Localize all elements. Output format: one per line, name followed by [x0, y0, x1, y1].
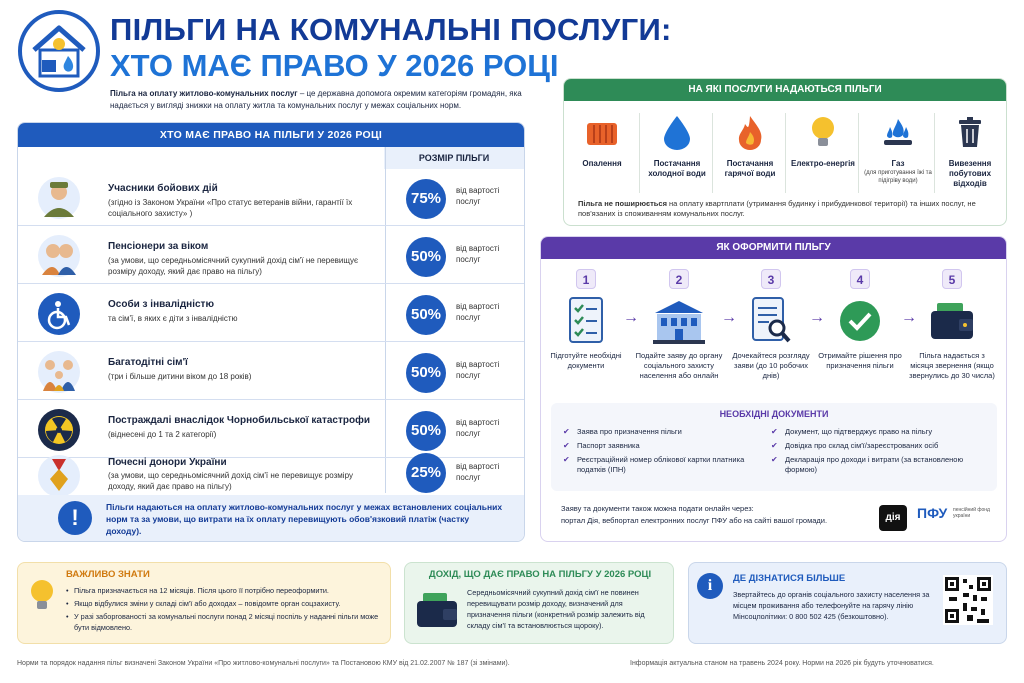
- category-row: [18, 459, 525, 495]
- step-item: [541, 269, 631, 371]
- lightbulb-icon: [28, 577, 56, 620]
- step-text: Дочекайтеся розгляду заяви (до 10 робочих днів): [732, 351, 810, 380]
- more-info-box: [688, 562, 1007, 644]
- percent-badge: 50%: [406, 237, 446, 277]
- category-row: [18, 169, 525, 226]
- flame-icon: [714, 113, 786, 151]
- step-number: 1: [576, 269, 596, 289]
- docs-heading: НЕОБХІДНІ ДОКУМЕНТИ: [719, 409, 829, 419]
- important-heading: ВАЖЛИВО ЗНАТИ: [66, 569, 150, 580]
- category-sub: (віднесені до 1 та 2 категорії): [108, 430, 217, 439]
- services-heading: НА ЯКІ ПОСЛУГИ НАДАЮТЬСЯ ПІЛЬГИ: [564, 79, 1006, 101]
- category-title: Постраждалі внаслідок Чорнобильської катастрофи: [108, 415, 370, 426]
- wallet-icon: [907, 295, 997, 347]
- step-text: Отримайте рішення про призначення пільги: [818, 351, 902, 370]
- service-label: Газ: [891, 159, 905, 168]
- important-item: • У разі заборгованості за комунальні послуги понад 2 місяці поспіль у наданні пільги може бути відмовлено.: [66, 611, 384, 633]
- services-note: [578, 199, 998, 219]
- intro-text: [110, 88, 560, 112]
- step-item: [815, 269, 905, 371]
- income-box: [404, 562, 674, 644]
- service-item: [641, 113, 713, 179]
- house-utilities-logo-icon: [18, 10, 100, 92]
- docs-left-list: [563, 427, 763, 479]
- percent-badge: 25%: [406, 453, 446, 493]
- document-search-icon: [726, 295, 816, 347]
- service-item: [934, 113, 1006, 189]
- page-title: ПІЛЬГИ НА КОМУНАЛЬНІ ПОСЛУГИ:: [110, 12, 672, 47]
- doc-item: ✔ Документ, що підтверджує право на пільгу: [771, 427, 991, 437]
- step-item: [726, 269, 816, 381]
- footer-left: Норми та порядок надання пільг визначені Законом України «Про житлово-комунальні послуги» та Постановою КМУ від 21.02.2007 № 187 (зі змінами).: [17, 660, 510, 667]
- category-sub: (згідно із Законом України «Про статус ветеранів війни, гарантії їх соціального захисту» ): [108, 198, 353, 218]
- page-subtitle: ХТО МАЄ ПРАВО У 2026 РОЦІ: [110, 48, 559, 83]
- category-sub: та сім'ї, в яких є діти з інвалідністю: [108, 314, 238, 323]
- category-title: Пенсіонери за віком: [108, 241, 209, 252]
- service-label: Постачання гарячої води: [724, 159, 776, 178]
- income-heading: ДОХІД, ЩО ДАЄ ПРАВО НА ПІЛЬГУ У 2026 РОЦІ: [428, 569, 652, 580]
- percent-badge: 50%: [406, 411, 446, 451]
- qr-code[interactable]: [943, 575, 993, 630]
- category-title: Учасники бойових дій: [108, 183, 218, 194]
- important-item: • Пільга призначається на 12 місяців. Після цього її потрібно переоформити.: [66, 585, 384, 596]
- service-small: (для приготування їжі та підігріву води): [864, 170, 932, 184]
- water-drop-icon: [641, 113, 713, 151]
- step-item: [634, 269, 724, 381]
- family-icon: [38, 351, 80, 393]
- arrow-right-icon: →: [623, 309, 639, 326]
- service-item: [856, 113, 940, 185]
- size-heading: РОЗМІР ПІЛЬГИ: [384, 147, 524, 169]
- percent-desc: від вартості послуг: [456, 302, 500, 322]
- required-docs: [551, 403, 997, 491]
- percent-desc: від вартості послуг: [456, 418, 500, 438]
- more-heading: ДЕ ДІЗНАТИСЯ БІЛЬШЕ: [733, 573, 846, 584]
- service-item: [714, 113, 786, 179]
- step-text: Пільга надається з місяця звернення (якщо звернулись до 30 числа): [909, 351, 995, 380]
- trash-bin-icon: [934, 113, 1006, 151]
- donor-medal-icon: [38, 455, 80, 497]
- percent-badge: 75%: [406, 179, 446, 219]
- radiator-icon: [566, 113, 638, 151]
- footer-right: Інформація актуальна станом на травень 2024 року. Норми на 2026 рік будуть уточнюватися.: [630, 660, 934, 667]
- important-box: [17, 562, 391, 644]
- intro-rest: – це державна допомога окремим категоріям громадян, яка надається у вигляді знижки на оплату житла та комунальних послуг у межах соціальних норм.: [110, 89, 522, 110]
- intro-bold: Пільга на оплату житлово-комунальних послуг: [110, 89, 298, 98]
- percent-desc: від вартості послуг: [456, 186, 500, 206]
- arrow-right-icon: →: [809, 309, 825, 326]
- category-row: [18, 227, 525, 284]
- doc-item: ✔ Заява про призначення пільги: [563, 427, 763, 437]
- online-text: [561, 503, 861, 527]
- category-title: Почесні донори України: [108, 457, 227, 468]
- step-item: [907, 269, 997, 381]
- category-sub: (за умови, що середньомісячний дохід сім'ї не перевищує розміру доходу, який дає право на пільгу): [108, 471, 353, 491]
- category-row: [18, 343, 525, 400]
- service-divider: [639, 113, 640, 193]
- online-submit: [551, 499, 997, 537]
- percent-badge: 50%: [406, 295, 446, 335]
- step-number: 4: [850, 269, 870, 289]
- arrow-right-icon: →: [901, 309, 917, 326]
- online-line1: Заяву та документи також можна подати онлайн через:: [561, 504, 754, 513]
- elderly-couple-icon: [38, 235, 80, 277]
- services-note-bold: Пільга не поширюється: [578, 199, 667, 208]
- docs-right-list: [771, 427, 991, 479]
- step-number: 2: [669, 269, 689, 289]
- service-label: Опалення: [582, 159, 622, 168]
- more-text: Звертайтесь до органів соціального захисту населення за місцем проживання або телефонуйте на гарячу лінію Мінсоцполітики: 0 800 502 425 (безкоштовно).: [733, 590, 930, 621]
- service-label: Вивезення побутових відходів: [948, 159, 992, 188]
- category-title: Багатодітні сім'ї: [108, 357, 188, 368]
- government-building-icon: [634, 295, 724, 347]
- services-note-rest: на оплату квартплати (утримання будинку і прибудинкової території) та інших послуг, не пов'язаних із споживанням комунальних послуг.: [578, 199, 976, 218]
- doc-item: ✔ Реєстраційний номер облікової картки платника податків (ІПН): [563, 455, 763, 475]
- arrow-right-icon: →: [721, 309, 737, 326]
- category-row: [18, 401, 525, 458]
- service-item: [566, 113, 638, 169]
- how-panel: [540, 236, 1007, 542]
- category-title: Особи з інвалідністю: [108, 299, 214, 310]
- percent-desc: від вартості послуг: [456, 360, 500, 380]
- diia-logo[interactable]: дія: [879, 505, 907, 531]
- percent-desc: від вартості послуг: [456, 462, 500, 482]
- percent-desc: від вартості послуг: [456, 244, 500, 264]
- pfu-logo-subtitle: пенсійний фонд україни: [953, 507, 990, 519]
- check-circle-icon: [815, 295, 905, 347]
- how-heading: ЯК ОФОРМИТИ ПІЛЬГУ: [541, 237, 1006, 259]
- service-divider: [712, 113, 713, 193]
- category-row: [18, 285, 525, 342]
- who-panel: [17, 122, 525, 542]
- services-panel: [563, 78, 1007, 226]
- service-item: [787, 113, 859, 169]
- who-note-text: Пільги надаються на оплату житлово-комунальних послуг у межах встановлених соціальних норм та за умови, що витрати на їх оплату перевищують обов'язковий платіж (частку доходу).: [106, 502, 503, 536]
- wallet-icon: [415, 591, 459, 636]
- service-label: Постачання холодної води: [648, 159, 706, 178]
- soldier-icon: [38, 177, 80, 219]
- step-number: 5: [942, 269, 962, 289]
- checklist-icon: [541, 295, 631, 347]
- who-note: [18, 495, 525, 542]
- step-text: Подайте заяву до органу соціального захисту населення або онлайн: [635, 351, 723, 380]
- category-sub: (три і більше дитини віком до 18 років): [108, 372, 252, 381]
- exclamation-icon: !: [58, 501, 92, 535]
- who-heading: ХТО МАЄ ПРАВО НА ПІЛЬГИ У 2026 РОЦІ: [18, 123, 524, 147]
- income-text: Середньомісячний сукупний дохід сім'ї не повинен перевищувати розмір доходу, визначений для призначення пільги (конкретний розмір залежить від складу сім'ї та встановлюється щороку).: [467, 588, 645, 630]
- wheelchair-icon: [38, 293, 80, 335]
- percent-badge: 50%: [406, 353, 446, 393]
- gas-burner-icon: [856, 113, 940, 151]
- online-line2: портал Дія, вебпортал електронних послуг ПФУ або на сайті вашої громади.: [561, 516, 828, 525]
- pfu-logo[interactable]: ПФУ: [917, 505, 948, 521]
- service-label: Електро-енергія: [791, 159, 855, 168]
- doc-item: ✔ Довідка про склад сім'ї/зареєстрованих осіб: [771, 441, 991, 451]
- important-list: [66, 585, 384, 635]
- step-number: 3: [761, 269, 781, 289]
- lightbulb-icon: [787, 113, 859, 151]
- info-icon: i: [697, 573, 723, 599]
- important-item: • Якщо відбулися зміни у складі сім'ї або доходах – повідомте орган соцзахисту.: [66, 598, 384, 609]
- service-divider: [785, 113, 786, 193]
- step-text: Підготуйте необхідні документи: [550, 351, 622, 370]
- doc-item: ✔ Декларація про доходи і витрати (за встановленою формою): [771, 455, 991, 475]
- radiation-icon: [38, 409, 80, 451]
- doc-item: ✔ Паспорт заявника: [563, 441, 763, 451]
- category-sub: (за умови, що середньомісячний сукупний дохід сім'ї не перевищує розміру доходу, який дає право на пільгу): [108, 256, 359, 276]
